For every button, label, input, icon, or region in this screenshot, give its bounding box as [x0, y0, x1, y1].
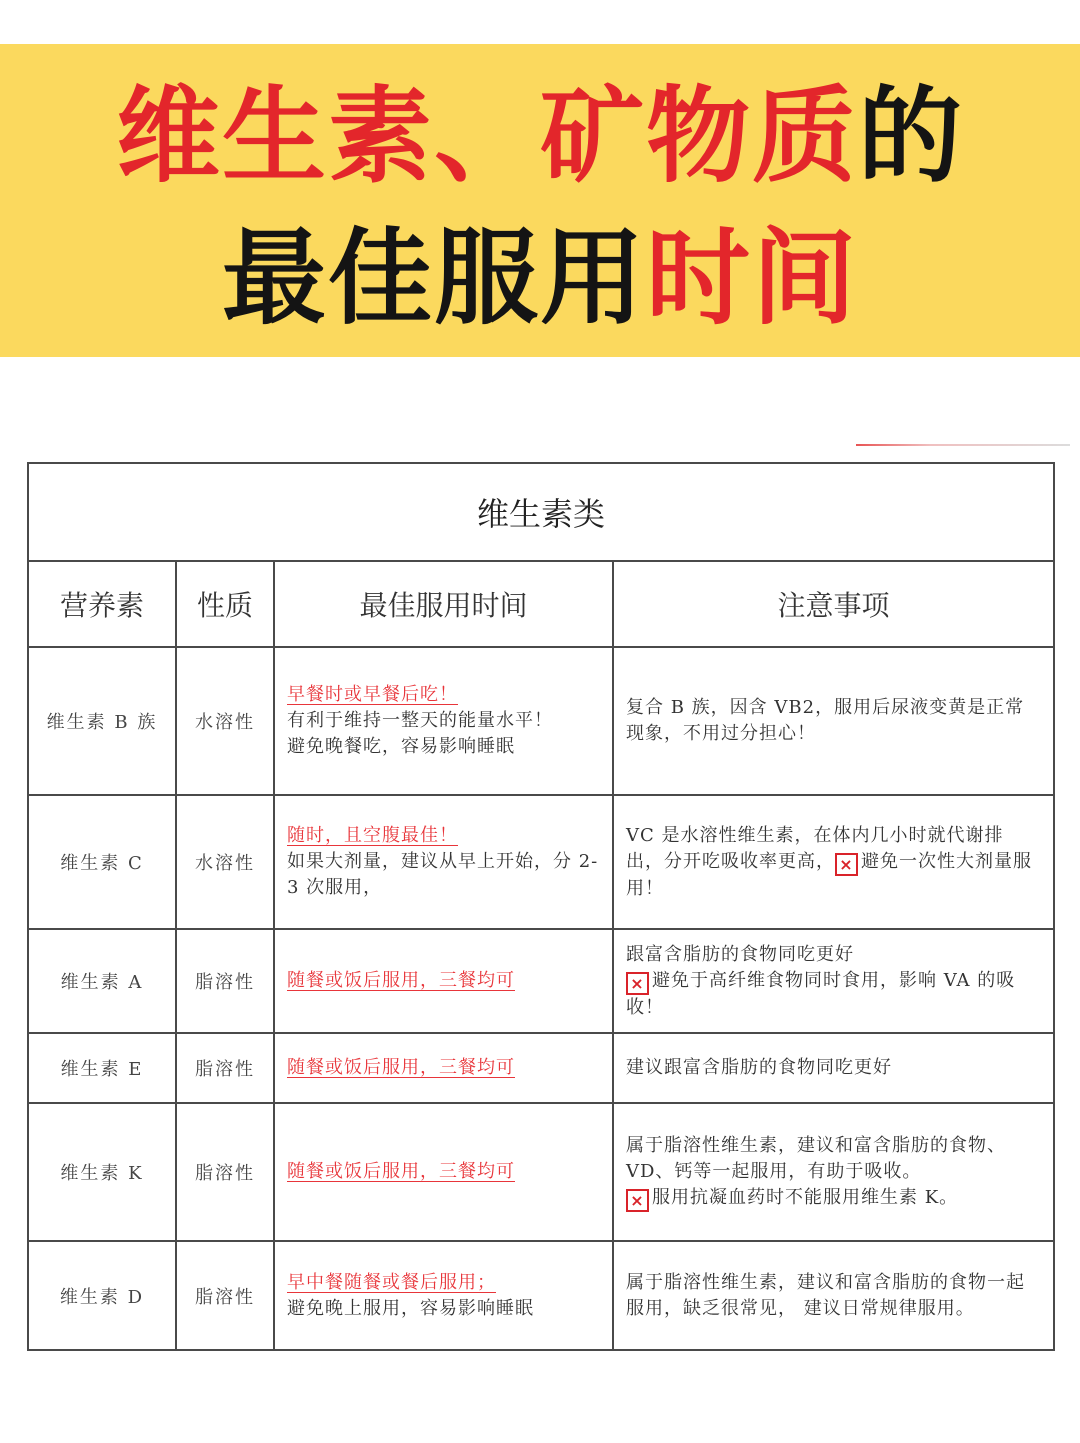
best-time-detail: 避免晚上服用，容易影响睡眠 — [287, 1297, 534, 1319]
title-line-1 — [0, 76, 1080, 196]
title-line-2 — [0, 218, 1080, 338]
notes-cell — [613, 647, 1054, 795]
title-black-part: 最佳服用 — [221, 217, 646, 339]
note-text: 跟富含脂肪的食物同吃更好 — [626, 943, 854, 965]
best-time-highlight: 随餐或饭后服用，三餐均可 — [287, 970, 515, 991]
nutrient-nature: 脂溶性 — [176, 929, 274, 1033]
best-time-detail: 有利于维持一整天的能量水平！ — [287, 710, 553, 731]
table-header-row — [28, 561, 1054, 647]
warning-text: 避免于高纤维食物同时食用，影响 VA 的吸收！ — [626, 969, 1016, 1018]
column-header: 注意事项 — [613, 561, 1054, 647]
best-time-detail: 如果大剂量，建议从早上开始，分 2-3 次服用， — [287, 851, 599, 898]
x-box-icon: × — [626, 1189, 649, 1212]
notes-cell — [613, 1103, 1054, 1241]
best-time-highlight: 早餐时或早餐后吃！ — [287, 684, 458, 705]
warning-line — [626, 1185, 1041, 1212]
notes-cell — [613, 795, 1054, 929]
nutrient-name: 维生素 E — [28, 1033, 176, 1103]
x-box-icon: × — [626, 972, 649, 995]
note-text: 复合 B 族，因含 VB2，服用后尿液变黄是正常现象，不用过分担心！ — [626, 697, 1025, 744]
table-row — [28, 929, 1054, 1033]
best-time-cell — [274, 1241, 613, 1350]
nutrient-name: 维生素 D — [28, 1241, 176, 1350]
warning-text: 避免一次性大剂量服用！ — [626, 850, 1032, 899]
column-header: 营养素 — [28, 561, 176, 647]
note-text: 属于脂溶性维生素，建议和富含脂肪的食物、VD、钙等一起服用，有助于吸收。 — [626, 1134, 1006, 1182]
nutrient-name: 维生素 A — [28, 929, 176, 1033]
title-black-part: 的 — [858, 75, 965, 197]
best-time-cell — [274, 929, 613, 1033]
decorative-divider — [856, 444, 1070, 446]
nutrient-nature: 脂溶性 — [176, 1103, 274, 1241]
best-time-cell — [274, 1033, 613, 1103]
table-row — [28, 1033, 1054, 1103]
nutrient-name: 维生素 C — [28, 795, 176, 929]
warning-text: 服用抗凝血药时不能服用维生素 K。 — [652, 1186, 959, 1208]
table-row — [28, 795, 1054, 929]
note-text: 属于脂溶性维生素，建议和富含脂肪的食物一起服用，缺乏很常见， 建议日常规律服用。 — [626, 1271, 1025, 1319]
best-time-cell — [274, 647, 613, 795]
table-row — [28, 1103, 1054, 1241]
note-text: VC 是水溶性维生素，在体内几小时就代谢排出，分开吃吸收率更高， — [626, 824, 1004, 872]
vitamin-table — [27, 462, 1055, 1351]
nutrient-name: 维生素 B 族 — [28, 647, 176, 795]
nutrient-nature: 脂溶性 — [176, 1033, 274, 1103]
column-header: 最佳服用时间 — [274, 561, 613, 647]
nutrient-name: 维生素 K — [28, 1103, 176, 1241]
nutrient-nature: 脂溶性 — [176, 1241, 274, 1350]
notes-cell — [613, 929, 1054, 1033]
best-time-highlight: 随时，且空腹最佳！ — [287, 825, 458, 846]
column-header: 性质 — [176, 561, 274, 647]
table-row — [28, 647, 1054, 795]
notes-cell — [613, 1033, 1054, 1103]
best-time-cell — [274, 795, 613, 929]
nutrient-nature: 水溶性 — [176, 795, 274, 929]
nutrient-nature: 水溶性 — [176, 647, 274, 795]
warning-line — [626, 968, 1041, 1021]
note-text: 建议跟富含脂肪的食物同吃更好 — [626, 1057, 892, 1078]
table-row — [28, 1241, 1054, 1350]
table-body — [28, 647, 1054, 1350]
title-red-part: 时间 — [646, 217, 859, 339]
best-time-cell — [274, 1103, 613, 1241]
x-box-icon: × — [835, 853, 858, 876]
best-time-highlight: 早中餐随餐或餐后服用； — [287, 1271, 496, 1293]
table-caption: 维生素类 — [28, 463, 1054, 561]
title-red-part: 维生素、矿物质 — [115, 75, 858, 197]
best-time-detail: 避免晚餐吃，容易影响睡眠 — [287, 736, 515, 757]
best-time-highlight: 随餐或饭后服用，三餐均可 — [287, 1057, 515, 1078]
best-time-highlight: 随餐或饭后服用，三餐均可 — [287, 1161, 515, 1182]
notes-cell — [613, 1241, 1054, 1350]
